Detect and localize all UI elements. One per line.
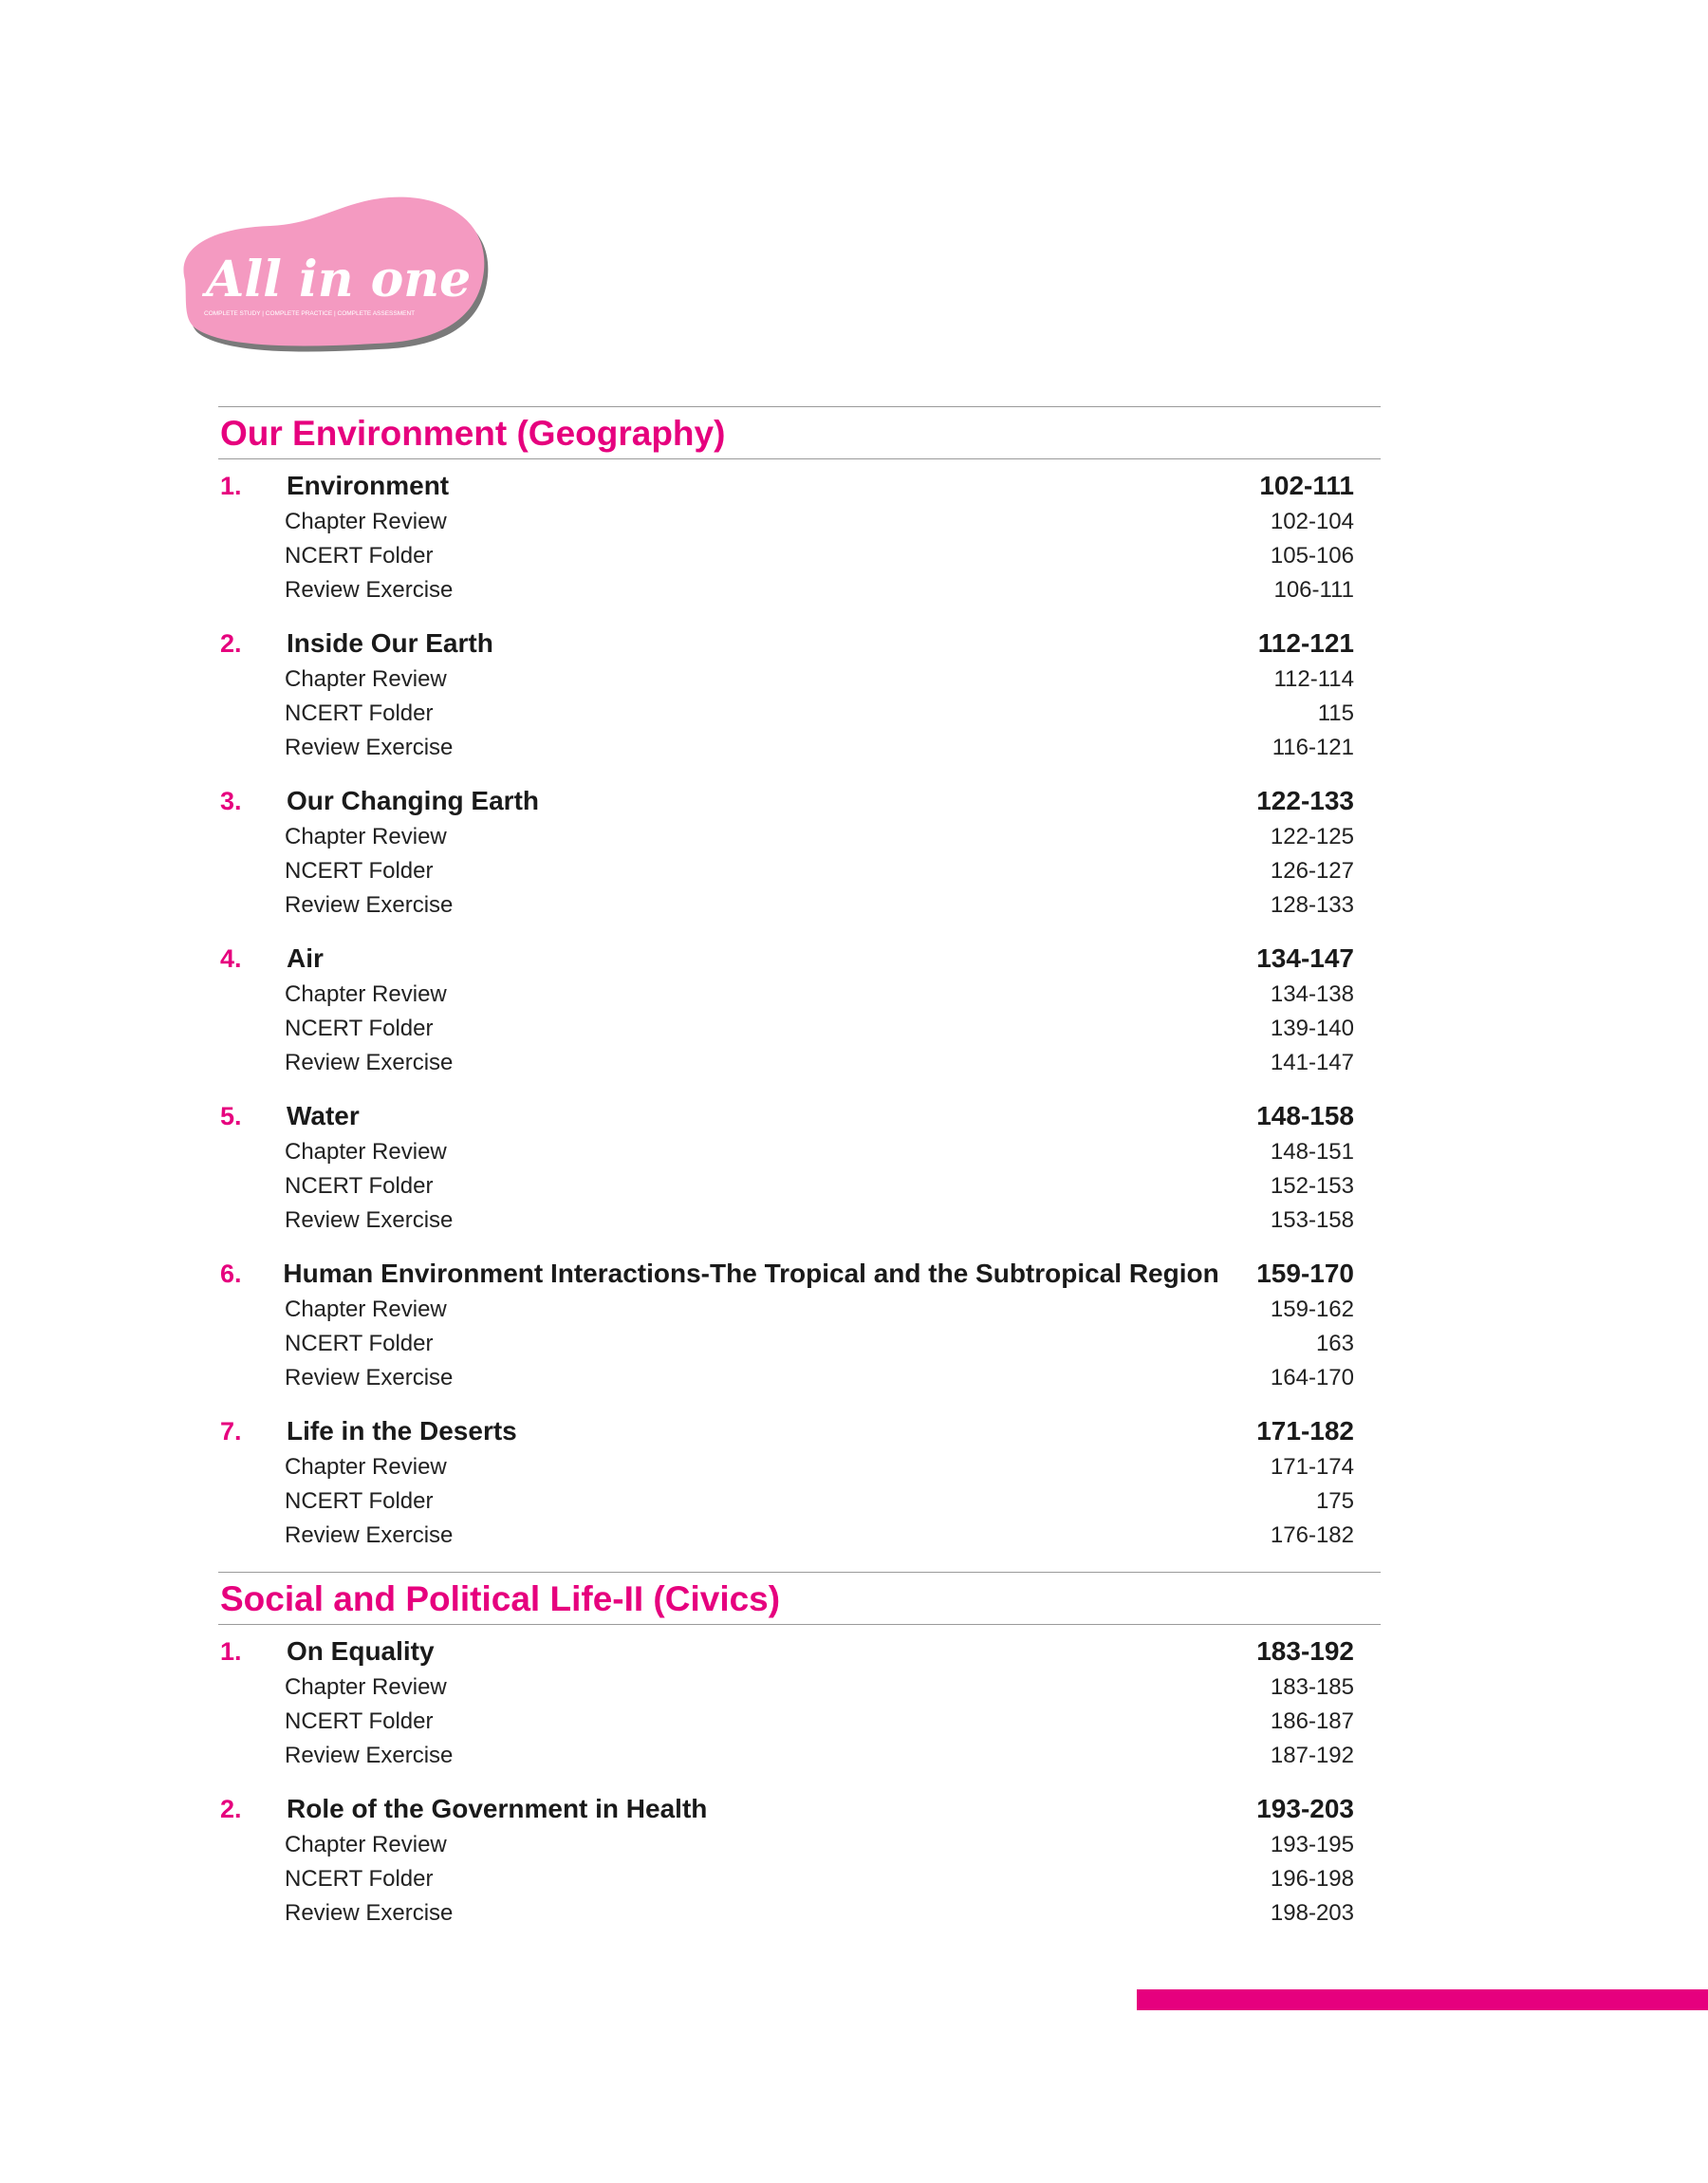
toc-section — [218, 1572, 1381, 1931]
subsection-label: NCERT Folder — [285, 1708, 434, 1734]
subsection-row — [218, 1896, 1381, 1931]
chapter-title: Environment — [287, 471, 450, 500]
chapter-title: Role of the Government in Health — [287, 1794, 708, 1823]
subsection-pages: 152-153 — [1270, 1173, 1354, 1199]
subsection-pages: 164-170 — [1270, 1365, 1354, 1390]
subsection-pages: 198-203 — [1270, 1900, 1354, 1926]
logo-tagline: COMPLETE STUDY | COMPLETE PRACTICE | COMPLETE ASSESSMENT — [204, 310, 416, 317]
subsection-row — [218, 1519, 1381, 1553]
chapter-row — [218, 625, 1381, 662]
subsection-label: Chapter Review — [285, 1674, 447, 1700]
subsection-label: Chapter Review — [285, 1832, 447, 1857]
chapter-number: 6. — [220, 1259, 242, 1288]
chapter-entry — [218, 1790, 1381, 1931]
subsection-label: NCERT Folder — [285, 700, 434, 726]
chapter-title: On Equality — [287, 1636, 435, 1666]
subsection-row — [218, 888, 1381, 923]
chapter-row — [218, 782, 1381, 820]
subsection-row — [218, 731, 1381, 765]
chapter-row — [218, 1255, 1381, 1293]
chapter-number: 5. — [220, 1101, 242, 1130]
subsection-label: NCERT Folder — [285, 1173, 434, 1199]
subsection-label: Chapter Review — [285, 1139, 447, 1165]
subsection-label: NCERT Folder — [285, 858, 434, 884]
chapter-entry — [218, 782, 1381, 923]
chapter-entry — [218, 467, 1381, 607]
chapter-title: Human Environment Interactions-The Tropical and the Subtropical Region — [283, 1259, 1219, 1288]
subsection-pages: 122-125 — [1270, 824, 1354, 849]
chapter-pages: 134-147 — [1256, 943, 1354, 973]
chapter-entry — [218, 1633, 1381, 1773]
chapter-title: Our Changing Earth — [287, 786, 539, 815]
subsection-row — [218, 1828, 1381, 1862]
subsection-label: Chapter Review — [285, 1297, 447, 1322]
subsection-row — [218, 1012, 1381, 1046]
subsection-row — [218, 1862, 1381, 1896]
chapter-number: 2. — [220, 628, 242, 658]
subsection-pages: 186-187 — [1270, 1708, 1354, 1734]
chapter-pages: 112-121 — [1257, 628, 1354, 658]
subsection-label: NCERT Folder — [285, 1488, 434, 1514]
subsection-label: Review Exercise — [285, 1522, 454, 1548]
chapter-number: 4. — [220, 943, 242, 973]
subsection-pages: 175 — [1315, 1488, 1354, 1514]
subsection-row — [218, 697, 1381, 731]
subsection-pages: 128-133 — [1270, 892, 1354, 918]
subsection-pages: 134-138 — [1270, 981, 1354, 1007]
chapter-row — [218, 467, 1381, 505]
chapter-pages: 183-192 — [1256, 1636, 1354, 1666]
chapter-row — [218, 1412, 1381, 1450]
accent-bar — [1137, 1989, 1708, 2010]
chapter-number: 2. — [220, 1794, 242, 1823]
chapter-title: Inside Our Earth — [287, 628, 493, 658]
subsection-pages: 187-192 — [1270, 1743, 1354, 1768]
subsection-label: NCERT Folder — [285, 1331, 434, 1356]
subsection-pages: 126-127 — [1270, 858, 1354, 884]
subsection-pages: 163 — [1315, 1331, 1354, 1356]
subsection-row — [218, 1135, 1381, 1169]
chapter-pages: 193-203 — [1256, 1794, 1354, 1823]
subsection-label: Chapter Review — [285, 981, 447, 1007]
subsection-label: Review Exercise — [285, 735, 454, 760]
chapter-row — [218, 1633, 1381, 1670]
chapter-pages: 148-158 — [1256, 1101, 1354, 1130]
chapter-row — [218, 940, 1381, 978]
subsection-label: Chapter Review — [285, 1454, 447, 1480]
chapter-title: Air — [287, 943, 324, 973]
subsection-pages: 139-140 — [1270, 1016, 1354, 1041]
subsection-label: Review Exercise — [285, 1365, 454, 1390]
subsection-row — [218, 1705, 1381, 1739]
subsection-pages: 148-151 — [1270, 1139, 1354, 1165]
chapter-number: 1. — [220, 471, 242, 500]
subsection-label: NCERT Folder — [285, 1016, 434, 1041]
subsection-row — [218, 1450, 1381, 1484]
subsection-label: Chapter Review — [285, 509, 447, 534]
subsection-row — [218, 1203, 1381, 1238]
subsection-row — [218, 573, 1381, 607]
section-title: Our Environment (Geography) — [218, 406, 1381, 459]
subsection-pages: 176-182 — [1270, 1522, 1354, 1548]
chapter-pages: 122-133 — [1256, 786, 1354, 815]
subsection-pages: 102-104 — [1270, 509, 1354, 534]
subsection-row — [218, 1046, 1381, 1080]
chapter-row — [218, 1790, 1381, 1828]
subsection-row — [218, 505, 1381, 539]
subsection-pages: 141-147 — [1270, 1050, 1354, 1075]
subsection-pages: 196-198 — [1270, 1866, 1354, 1892]
subsection-pages: 116-121 — [1272, 735, 1354, 760]
subsection-label: Review Exercise — [285, 1207, 454, 1233]
chapter-pages: 171-182 — [1256, 1416, 1354, 1446]
chapter-pages: 159-170 — [1256, 1259, 1354, 1288]
subsection-pages: 153-158 — [1270, 1207, 1354, 1233]
chapter-number: 7. — [220, 1416, 242, 1446]
subsection-row — [218, 820, 1381, 854]
subsection-row — [218, 1670, 1381, 1705]
subsection-pages: 193-195 — [1270, 1832, 1354, 1857]
subsection-row — [218, 978, 1381, 1012]
subsection-label: Review Exercise — [285, 1900, 454, 1926]
subsection-label: Review Exercise — [285, 1743, 454, 1768]
chapter-title: Life in the Deserts — [287, 1416, 517, 1446]
subsection-row — [218, 1293, 1381, 1327]
subsection-label: Review Exercise — [285, 892, 454, 918]
logo-wordmark: All in one — [206, 251, 472, 308]
chapter-title: Water — [287, 1101, 360, 1130]
section-title: Social and Political Life-II (Civics) — [218, 1572, 1381, 1625]
subsection-label: Review Exercise — [285, 1050, 454, 1075]
chapter-entry — [218, 1097, 1381, 1238]
subsection-label: NCERT Folder — [285, 1866, 434, 1892]
subsection-label: NCERT Folder — [285, 543, 434, 569]
subsection-pages: 115 — [1317, 700, 1354, 726]
toc-section — [218, 406, 1381, 1553]
subsection-row — [218, 1327, 1381, 1361]
chapter-entry — [218, 625, 1381, 765]
subsection-pages: 106-111 — [1273, 577, 1354, 603]
chapter-number: 3. — [220, 786, 242, 815]
subsection-label: Chapter Review — [285, 666, 447, 692]
allinone-logo — [166, 190, 493, 356]
subsection-label: Review Exercise — [285, 577, 454, 603]
table-of-contents — [218, 406, 1381, 1950]
subsection-pages: 105-106 — [1270, 543, 1354, 569]
subsection-pages: 112-114 — [1273, 666, 1354, 692]
chapter-entry — [218, 1255, 1381, 1395]
subsection-row — [218, 854, 1381, 888]
subsection-row — [218, 1739, 1381, 1773]
subsection-row — [218, 1169, 1381, 1203]
subsection-row — [218, 539, 1381, 573]
subsection-pages: 159-162 — [1270, 1297, 1354, 1322]
chapter-entry — [218, 940, 1381, 1080]
chapter-entry — [218, 1412, 1381, 1553]
logo-badge — [166, 190, 493, 356]
subsection-row — [218, 1361, 1381, 1395]
chapter-row — [218, 1097, 1381, 1135]
chapter-number: 1. — [220, 1636, 242, 1666]
chapter-pages: 102-111 — [1259, 471, 1354, 500]
subsection-row — [218, 1484, 1381, 1519]
subsection-label: Chapter Review — [285, 824, 447, 849]
subsection-row — [218, 662, 1381, 697]
subsection-pages: 171-174 — [1270, 1454, 1354, 1480]
subsection-pages: 183-185 — [1270, 1674, 1354, 1700]
